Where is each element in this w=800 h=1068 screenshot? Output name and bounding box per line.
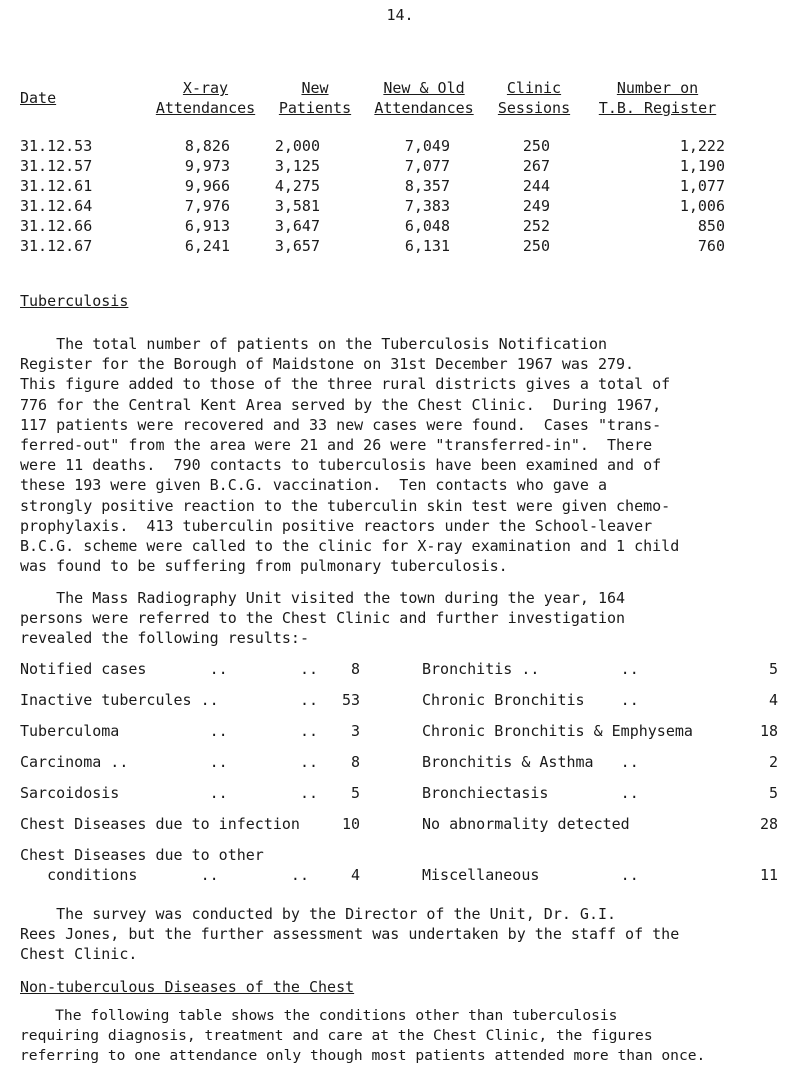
list-item <box>0 815 800 835</box>
header-newold-line1: New & Old <box>383 79 465 97</box>
cell-attendances: 6,048 <box>404 217 450 235</box>
cell-date: 31.12.53 <box>20 137 93 155</box>
tuberculosis-heading: Tuberculosis <box>20 292 129 310</box>
list-item <box>0 753 800 773</box>
cell-sessions: 252 <box>522 217 550 235</box>
cell-xray: 7,976 <box>184 197 230 215</box>
cell-new-patients: 3,581 <box>274 197 320 215</box>
cell-xray: 9,966 <box>184 177 230 195</box>
result-label: No abnormality detected <box>422 815 630 833</box>
paragraph-survey: The survey was conducted by the Director of the Unit, Dr. G.I. Rees Jones, but the further assessment was undertaken by the staff of the Chest Clinic. <box>20 905 680 964</box>
result-label-continued: conditions .. .. <box>20 866 309 884</box>
cell-date: 31.12.64 <box>20 197 93 215</box>
cell-new-patients: 3,647 <box>274 217 320 235</box>
header-new-line2: Patients <box>278 99 352 117</box>
result-label: Chronic Bronchitis .. <box>422 691 639 709</box>
header-xray-line1: X-ray <box>182 79 229 97</box>
result-label: Notified cases .. .. <box>20 660 319 678</box>
cell-attendances: 7,077 <box>404 157 450 175</box>
table-row <box>0 177 800 197</box>
table-row <box>0 157 800 177</box>
cell-attendances: 7,383 <box>404 197 450 215</box>
cell-new-patients: 3,125 <box>274 157 320 175</box>
result-count: 11 <box>759 866 778 884</box>
result-label: Carcinoma .. .. .. <box>20 753 319 771</box>
cell-new-patients: 3,657 <box>274 237 320 255</box>
cell-date: 31.12.61 <box>20 177 93 195</box>
header-date <box>20 88 56 108</box>
result-label: Bronchitis .. .. <box>422 660 639 678</box>
result-count: 8 <box>350 660 360 678</box>
cell-attendances: 6,131 <box>404 237 450 255</box>
cell-xray: 6,241 <box>184 237 230 255</box>
cell-tb-register: 850 <box>697 217 725 235</box>
page-number: 14. <box>386 6 414 24</box>
cell-xray: 8,826 <box>184 137 230 155</box>
paragraph-non-tuberculous: The following table shows the conditions other than tuberculosis requiring diagnosis, treatment and care at the Chest Clinic, the figures referring to one attendance only though most patients attended more than once. <box>20 1007 706 1065</box>
cell-sessions: 249 <box>522 197 550 215</box>
result-count: 5 <box>768 784 778 802</box>
cell-sessions: 267 <box>522 157 550 175</box>
cell-attendances: 8,357 <box>404 177 450 195</box>
cell-tb-register: 1,006 <box>679 197 725 215</box>
result-count: 10 <box>341 815 360 833</box>
header-xray <box>148 78 263 118</box>
cell-date: 31.12.57 <box>20 157 93 175</box>
cell-tb-register: 1,077 <box>679 177 725 195</box>
table-row <box>0 217 800 237</box>
result-label: Bronchitis & Asthma .. <box>422 753 639 771</box>
cell-xray: 6,913 <box>184 217 230 235</box>
header-tb-line2: T.B. Register <box>598 99 717 117</box>
header-clinic <box>494 78 574 118</box>
header-clinic-line1: Clinic <box>506 79 562 97</box>
result-count: 3 <box>350 722 360 740</box>
non-tuberculous-heading: Non-tuberculous Diseases of the Chest <box>20 978 355 996</box>
header-new-old <box>368 78 480 118</box>
list-item <box>0 784 800 804</box>
table-row <box>0 137 800 157</box>
result-label: Chronic Bronchitis & Emphysema <box>422 722 693 740</box>
cell-xray: 9,973 <box>184 157 230 175</box>
cell-sessions: 244 <box>522 177 550 195</box>
header-xray-line2: Attendances <box>155 99 256 117</box>
header-clinic-line2: Sessions <box>497 99 571 117</box>
header-tb-line1: Number on <box>616 79 699 97</box>
result-count: 53 <box>341 691 360 709</box>
cell-tb-register: 1,190 <box>679 157 725 175</box>
list-item <box>0 722 800 742</box>
cell-new-patients: 4,275 <box>274 177 320 195</box>
header-new-line1: New <box>301 79 329 97</box>
paragraph-mass-radiography: The Mass Radiography Unit visited the town during the year, 164 persons were referred to the Chest Clinic and further investigation revealed the following results:- <box>20 589 626 648</box>
list-item <box>0 691 800 711</box>
header-newold-line2: Attendances <box>374 99 474 117</box>
result-label: Bronchiectasis .. <box>422 784 639 802</box>
cell-sessions: 250 <box>522 137 550 155</box>
cell-tb-register: 1,222 <box>679 137 725 155</box>
result-label: Tuberculoma .. .. <box>20 722 319 740</box>
result-label: Chest Diseases due to other <box>20 846 264 864</box>
table-row <box>0 237 800 257</box>
result-label: Inactive tubercules .. .. <box>20 691 319 709</box>
table-row <box>0 197 800 217</box>
cell-date: 31.12.67 <box>20 237 93 255</box>
header-tb-register <box>590 78 725 118</box>
list-item <box>0 846 800 888</box>
result-count: 8 <box>350 753 360 771</box>
result-label: Miscellaneous .. <box>422 866 639 884</box>
result-count: 5 <box>350 784 360 802</box>
result-count: 18 <box>759 722 778 740</box>
header-date-label: Date <box>20 89 57 107</box>
cell-date: 31.12.66 <box>20 217 93 235</box>
result-count: 4 <box>768 691 778 709</box>
result-count: 28 <box>759 815 778 833</box>
cell-tb-register: 760 <box>697 237 725 255</box>
result-label: Chest Diseases due to infection <box>20 815 300 833</box>
cell-new-patients: 2,000 <box>274 137 320 155</box>
paragraph-tb-register: The total number of patients on the Tuberculosis Notification Register for the Borough of Maidstone on 31st December 1967 was 279. This figure added to those of the three rural districts gives a total of 776 for the Central Kent Area served by the Chest Clinic. During 1967, 117 patients were recovered and 33 new cases were found. Cases "trans- ferred-out" from the area were 21 and 26 were "transferred-in". There were 11 deaths. 790 contacts to tuberculosis have been examined and of these 193 were given B.C.G. vaccination. Ten contacts who gave a strongly positive reaction to the tuberculin skin test were given chemo- prophylaxis. 413 tuberculin positive reactors under the School-leaver B.C.G. scheme were called to the clinic for X-ray examination and 1 child was found to be suffering from pulmonary tuberculosis. <box>20 335 680 576</box>
result-count: 5 <box>768 660 778 678</box>
result-label: Sarcoidosis .. .. <box>20 784 319 802</box>
list-item <box>0 660 800 680</box>
result-count: 4 <box>350 866 360 884</box>
header-new-patients <box>270 78 360 118</box>
result-count: 2 <box>768 753 778 771</box>
cell-attendances: 7,049 <box>404 137 450 155</box>
cell-sessions: 250 <box>522 237 550 255</box>
